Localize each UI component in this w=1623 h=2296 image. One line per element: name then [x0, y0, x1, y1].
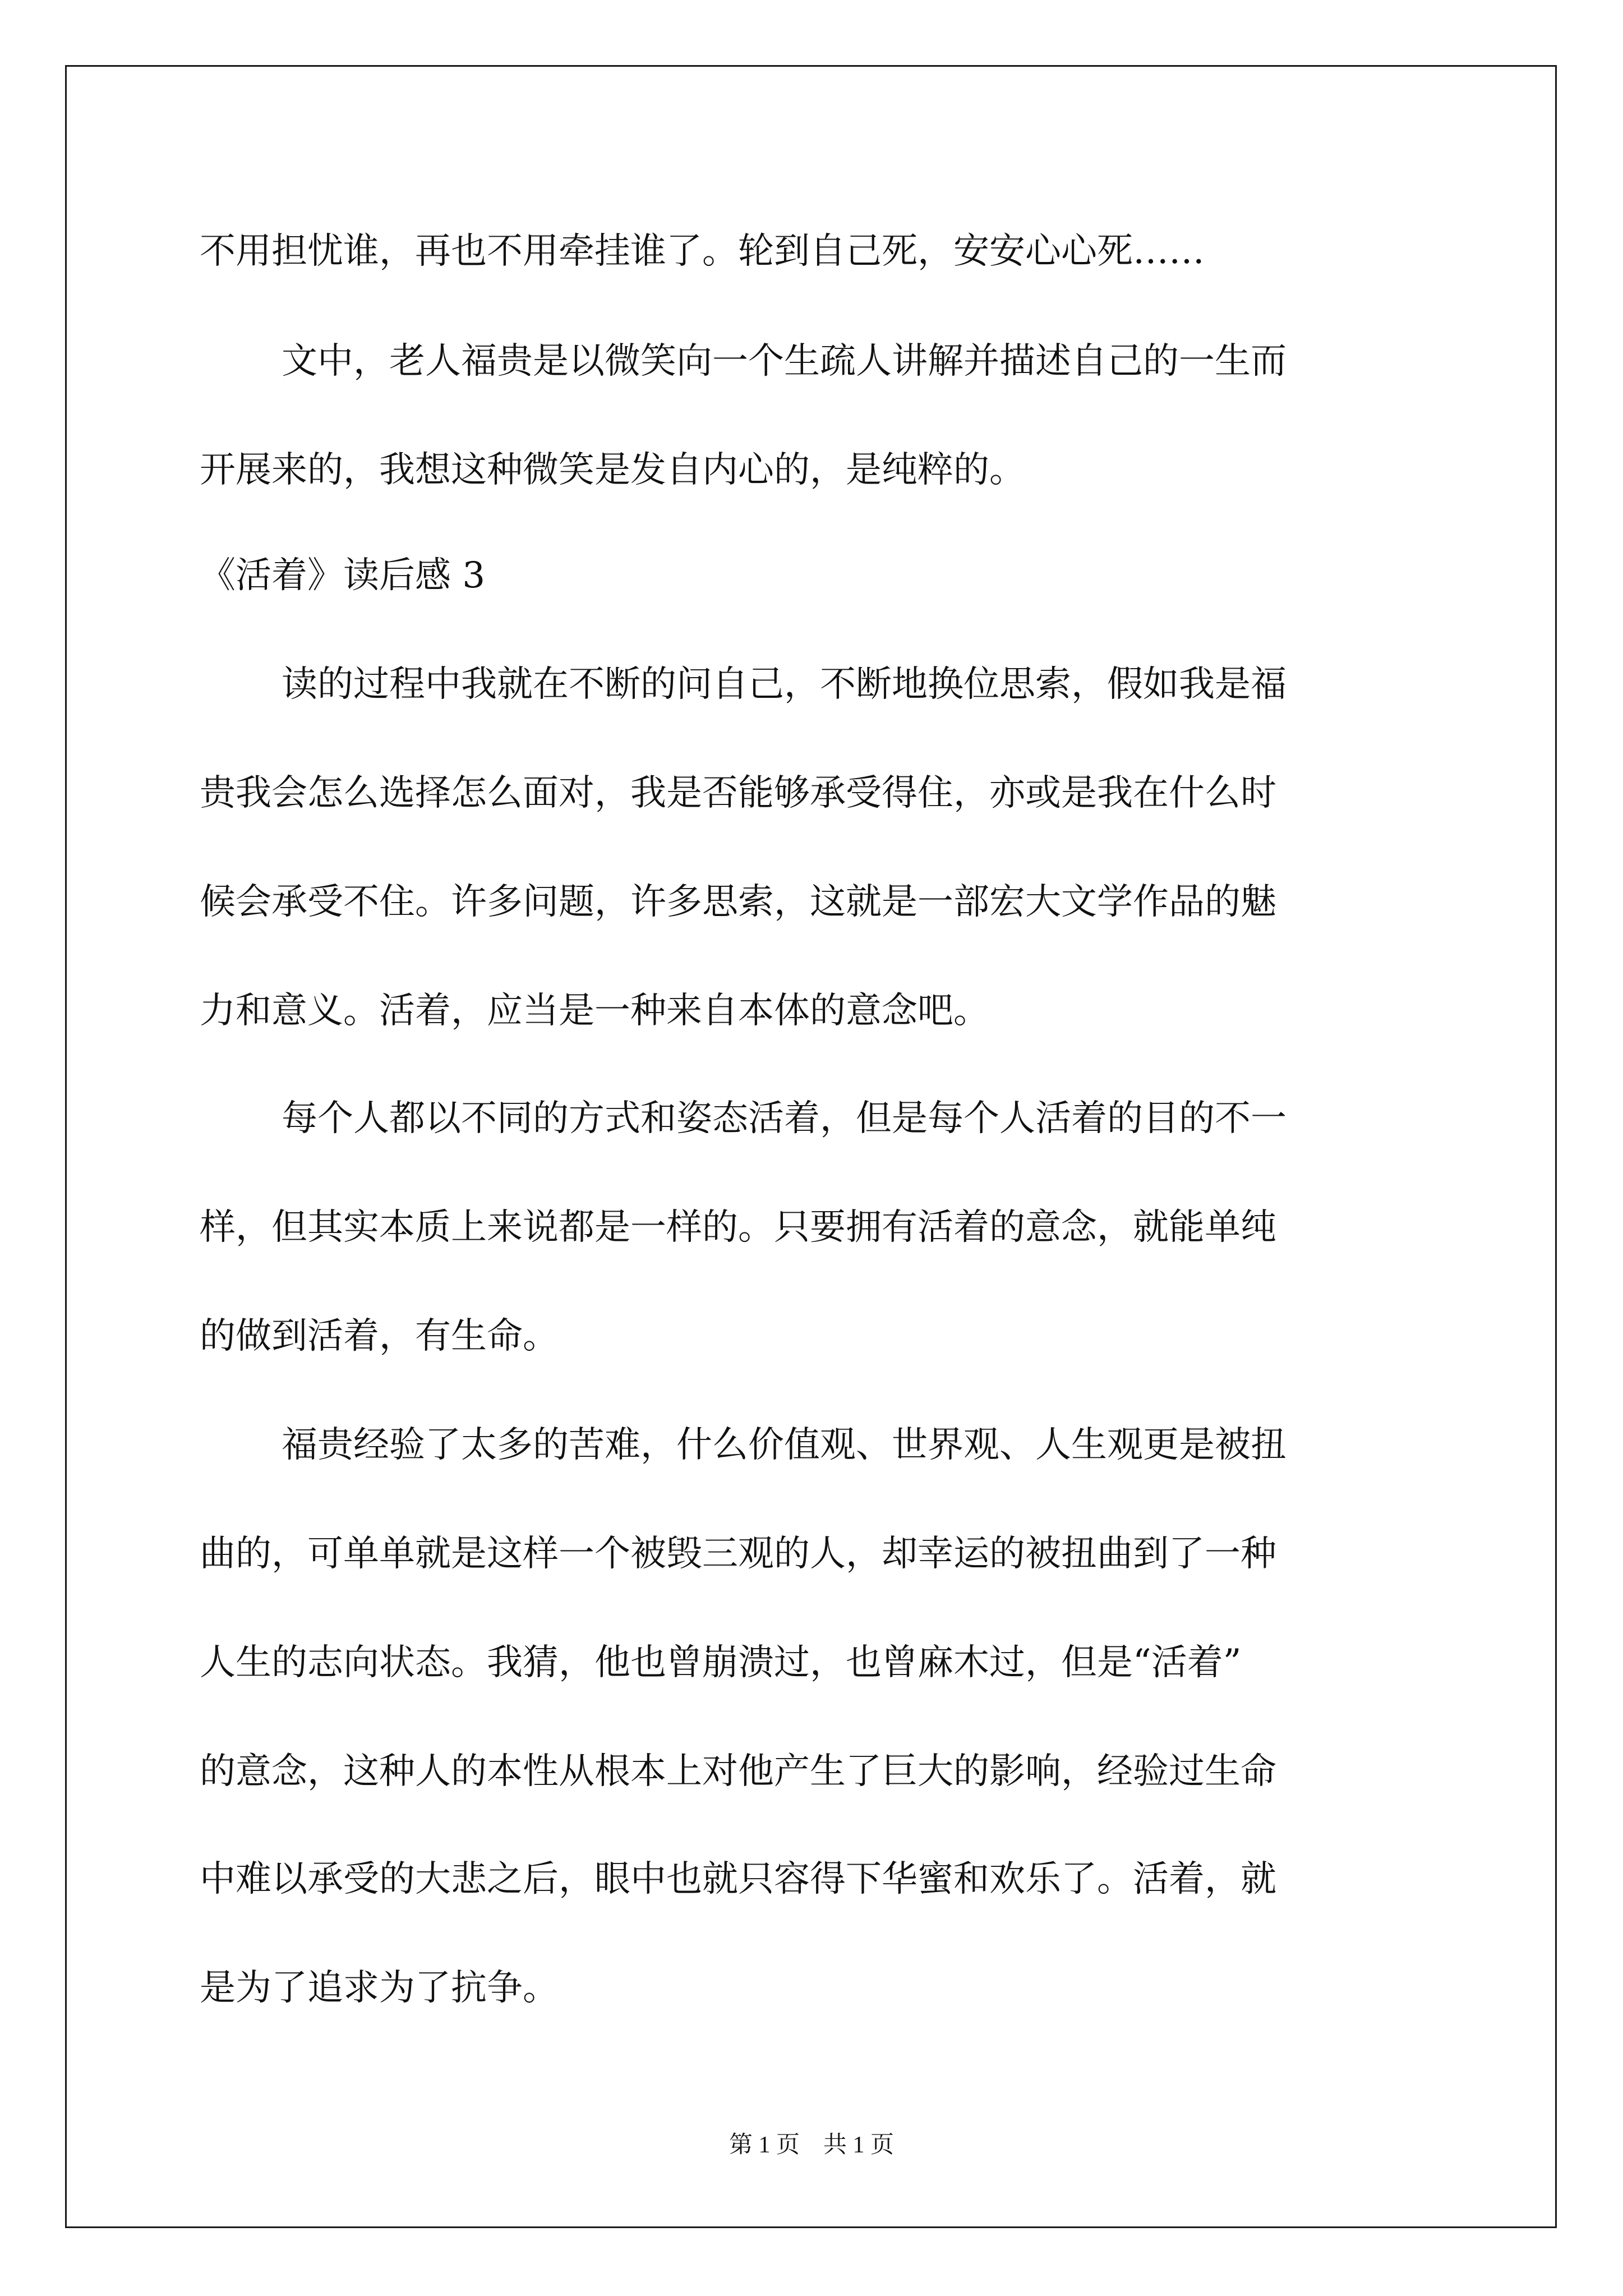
text-line: 开展来的，我想这种微笑是发自内心的，是纯粹的。	[200, 449, 1025, 491]
text-line: 贵我会怎么选择怎么面对，我是否能够承受得住，亦或是我在什么时	[200, 772, 1276, 814]
text-line: 是为了追求为了抗争。	[200, 1967, 559, 2009]
text-line: 候会承受不住。许多问题，许多思索，这就是一部宏大文学作品的魅	[200, 881, 1276, 923]
text-line: 中难以承受的大悲之后，眼中也就只容得下华蜜和欢乐了。活着，就	[200, 1858, 1276, 1900]
text-line: 读的过程中我就在不断的问自己，不断地换位思索，假如我是福	[282, 664, 1287, 705]
text-line: 人生的志向状态。我猜，他也曾崩溃过，也曾麻木过，但是“活着”	[200, 1642, 1242, 1683]
text-line: 每个人都以不同的方式和姿态活着，但是每个人活着的目的不一	[282, 1098, 1287, 1139]
page-border	[65, 65, 1557, 2228]
text-line: 力和意义。活着，应当是一种来自本体的意念吧。	[200, 990, 989, 1032]
text-line: 文中，老人福贵是以微笑向一个生疏人讲解并描述自己的一生而	[282, 341, 1287, 382]
section-heading: 《活着》读后感 3	[200, 555, 486, 596]
text-line: 样，但其实本质上来说都是一样的。只要拥有活着的意念，就能单纯	[200, 1207, 1276, 1248]
text-line: 曲的，可单单就是这样一个被毁三观的人，却幸运的被扭曲到了一种	[200, 1533, 1276, 1575]
text-line: 福贵经验了太多的苦难，什么价值观、世界观、人生观更是被扭	[282, 1424, 1287, 1466]
text-line: 不用担忧谁，再也不用牵挂谁了。轮到自己死，安安心心死……	[200, 231, 1205, 272]
text-line: 的意念，这种人的本性从根本上对他产生了巨大的影响，经验过生命	[200, 1751, 1276, 1792]
text-line: 的做到活着，有生命。	[200, 1315, 559, 1357]
page-number: 第 1 页 共 1 页	[728, 2132, 894, 2158]
